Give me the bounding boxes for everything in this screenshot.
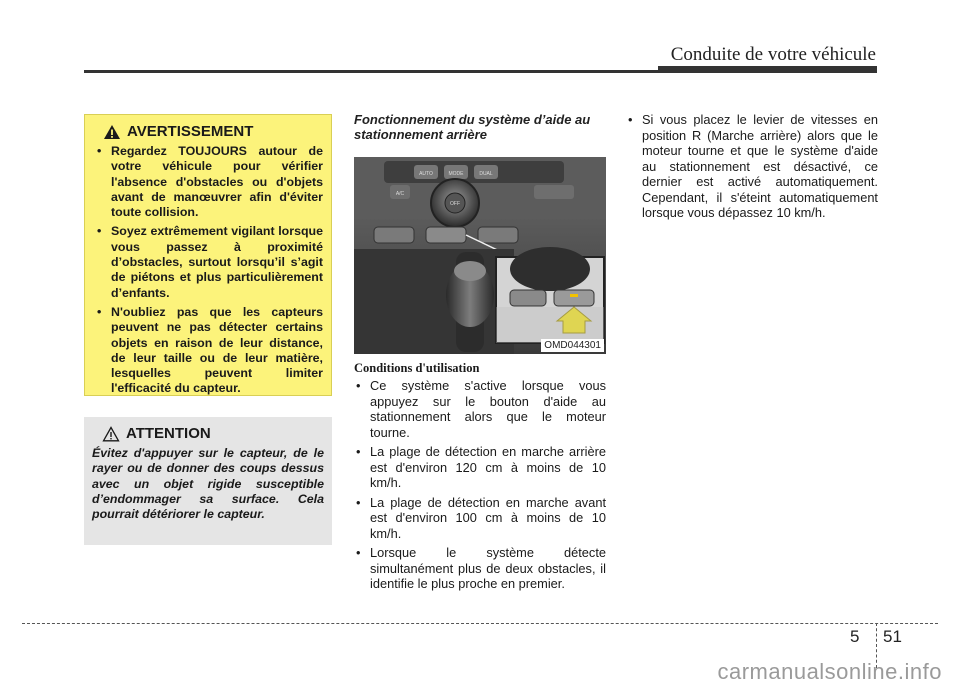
footer-rule bbox=[22, 623, 938, 624]
running-header: Conduite de votre véhicule bbox=[670, 44, 876, 65]
auto-label: AUTO bbox=[419, 171, 433, 177]
warning-item: • N'oubliez pas que les capteurs peuvent ne pas détecter certains objets en raison de leur distance, de leur taille ou de leur matière, lesquelles peuvent limiter l'efficacité du capteur. bbox=[93, 305, 323, 397]
conditions-list bbox=[354, 378, 606, 596]
conditions-item: • Lorsque le système détecte simultanément plus de deux obstacles, il identifie le plus proche en premier. bbox=[354, 545, 606, 592]
conditions-heading: Conditions d'utilisation bbox=[354, 361, 480, 375]
attention-text: Évitez d'appuyer sur le capteur, de le rayer ou de donner des coups dessus avec un objet rigide susceptible d’endommager sa surface. Cela pourrait détériorer le capteur. bbox=[92, 446, 324, 522]
console-photo bbox=[354, 157, 606, 354]
warning-heading-row bbox=[93, 123, 323, 140]
conditions-item: • La plage de détection en marche arrière est d'environ 120 cm à moins de 10 km/h. bbox=[354, 444, 606, 491]
attention-box bbox=[84, 417, 332, 545]
header-rule-accent bbox=[658, 66, 877, 72]
figure-code: OMD044301 bbox=[541, 339, 604, 352]
chapter-number: 5 bbox=[850, 627, 860, 646]
conditions-item: • La plage de détection en marche avant est d'environ 100 cm à moins de 10 km/h. bbox=[354, 495, 606, 542]
attention-heading-row bbox=[92, 425, 324, 442]
warning-triangle-icon bbox=[103, 124, 121, 140]
ac-label: A/C bbox=[395, 191, 405, 197]
warning-box bbox=[84, 114, 332, 396]
attention-heading: ATTENTION bbox=[126, 425, 211, 442]
caution-triangle-icon bbox=[102, 426, 120, 442]
watermark: carmanualsonline.info bbox=[717, 659, 942, 684]
conditions-item: • Ce système s'active lorsque vous appuyez sur le bouton d'aide au stationnement alors que le moteur tourne. bbox=[354, 378, 606, 440]
warning-list bbox=[93, 144, 323, 397]
warning-item: • Regardez TOUJOURS autour de votre véhicule pour vérifier l'absence d'obstacles ou d'objets avant de manœuvrer afin d'éviter toute collision. bbox=[93, 144, 323, 220]
console-illustration bbox=[354, 157, 606, 354]
warning-item: • Soyez extrêmement vigilant lorsque vous passez à proximité d’obstacles, surtout lorsqu’il s’agit de piétons et plus particulièrement d’enfants. bbox=[93, 224, 323, 300]
right-column-item: • Si vous placez le levier de vitesses en position R (Marche arrière) alors que le moteur tourne et que le système d'aide au stationnement est désactivé, ce dernier est activé automatiquement. Cependant, il s'éteint automatiquement lorsque vous dépassez 10 km/h. bbox=[626, 112, 878, 221]
off-label: OFF bbox=[450, 201, 460, 207]
warning-heading: AVERTISSEMENT bbox=[127, 123, 254, 140]
section-title: Fonctionnement du système d’aide au stationnement arrière bbox=[354, 112, 591, 142]
page-number: 51 bbox=[883, 627, 902, 646]
mode-label: MODE bbox=[448, 171, 464, 177]
dual-label: DUAL bbox=[479, 171, 493, 177]
right-column-list bbox=[626, 112, 878, 225]
